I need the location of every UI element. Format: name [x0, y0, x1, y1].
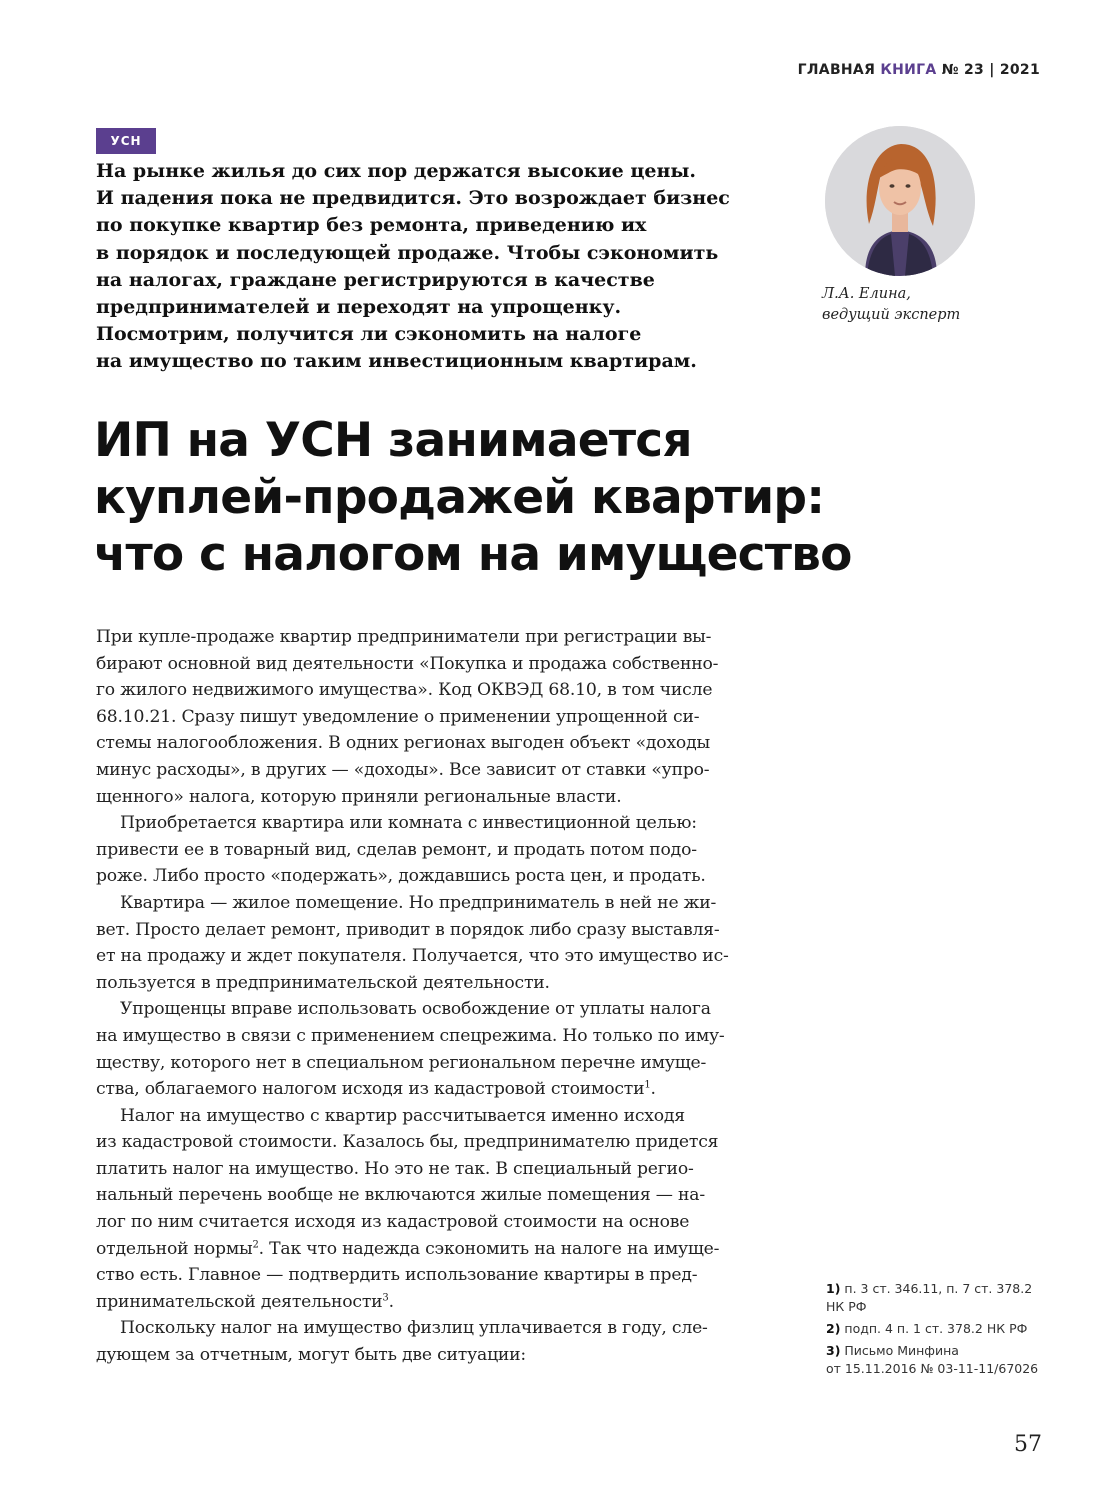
author-photo	[825, 126, 975, 276]
body-line: бирают основной вид деятельности «Покупка и продажа собственно-	[96, 653, 719, 674]
body-paragraph	[96, 996, 776, 1102]
footnote-text: от 15.11.2016 № 03-11-11/67026	[826, 1361, 1039, 1376]
body-paragraph	[96, 1103, 776, 1316]
body-line: из кадастровой стоимости. Казалось бы, предпринимателю придется	[96, 1132, 719, 1153]
body-text: отдельной нормы	[96, 1238, 253, 1259]
body-line: нальный перечень вообще не включаются жилые помещения — на-	[96, 1185, 705, 1206]
lead-line: по покупке квартир без ремонта, приведению их	[96, 214, 647, 237]
body-line: вет. Просто делает ремонт, приводит в порядок либо сразу выставля-	[96, 919, 720, 940]
footnote-text: п. 3 ст. 346.11, п. 7 ст. 378.2	[844, 1281, 1033, 1296]
body-line: лог по ним считается исходя из кадастровой стоимости на основе	[96, 1212, 690, 1233]
body-paragraph	[96, 624, 776, 810]
body-line: ство есть. Главное — подтвердить использование квартиры в пред-	[96, 1265, 698, 1286]
footnote	[826, 1280, 1066, 1316]
body-line: При купле-продаже квартир предприниматели при регистрации вы-	[96, 627, 712, 647]
footnote-number: 1)	[826, 1281, 841, 1296]
lead-paragraph	[96, 158, 796, 376]
body-line: Приобретается квартира или комната с инвестиционной целью:	[120, 813, 697, 834]
rubric-badge: УСН	[96, 128, 156, 154]
body-text: ства, облагаемого налогом исходя из кадастровой стоимости	[96, 1079, 645, 1100]
title-line: что с налогом на имущество	[94, 527, 852, 582]
footnote-text: подп. 4 п. 1 ст. 378.2 НК РФ	[844, 1321, 1028, 1336]
footnote-text: НК РФ	[826, 1299, 867, 1314]
body-line: го жилого недвижимого имущества». Код ОКВЭД 68.10, в том числе	[96, 680, 713, 701]
body-line: ществу, которого нет в специальном региональном перечне имуще-	[96, 1052, 707, 1073]
lead-line: в порядок и последующей продаже. Чтобы сэкономить	[96, 241, 719, 264]
footnote-ref: 3	[382, 1292, 389, 1304]
author-caption	[822, 284, 960, 326]
body-text: . Так что надежда сэкономить на налоге на имуще-	[258, 1238, 720, 1259]
footnote	[826, 1342, 1066, 1378]
body-line: пользуется в предпринимательской деятельности.	[96, 972, 550, 993]
body-line: минус расходы», в других — «доходы». Все зависит от ставки «упро-	[96, 759, 710, 780]
author-name: Л.А. Елина,	[822, 286, 911, 302]
magazine-header	[798, 62, 1040, 78]
lead-line: предпринимателей и переходят на упрощенку.	[96, 296, 622, 319]
article-title	[94, 412, 852, 583]
body-line: ет на продажу и ждет покупателя. Получается, что это имущество ис-	[96, 946, 729, 967]
title-line: куплей-продажей квартир:	[94, 470, 825, 525]
footnote-ref: 1	[644, 1079, 651, 1091]
body-line: дующем за отчетным, могут быть две ситуации:	[96, 1345, 527, 1366]
body-line	[96, 1076, 776, 1103]
lead-line: Посмотрим, получится ли сэкономить на налоге	[96, 323, 642, 346]
body-line: щенного» налога, которую приняли региональные власти.	[96, 786, 622, 807]
lead-line: на налогах, граждане регистрируются в качестве	[96, 268, 655, 291]
body-text: .	[650, 1079, 656, 1100]
footnote	[826, 1320, 1066, 1338]
lead-line: И падения пока не предвидится. Это возрождает бизнес	[96, 187, 730, 210]
body-paragraph	[96, 1315, 776, 1368]
article-body	[96, 624, 776, 1369]
body-line: Налог на имущество с квартир рассчитывается именно исходя	[120, 1105, 685, 1126]
issue-number: № 23 | 2021	[941, 62, 1040, 78]
footnote-ref: 2	[252, 1238, 259, 1250]
footnote-number: 3)	[826, 1343, 841, 1358]
body-paragraph	[96, 890, 776, 996]
lead-line: На рынке жилья до сих пор держатся высокие цены.	[96, 160, 697, 182]
body-text: .	[388, 1291, 394, 1312]
title-line: ИП на УСН занимается	[94, 413, 692, 468]
body-line: привести ее в товарный вид, сделав ремонт, и продать потом подо-	[96, 839, 697, 860]
body-line: на имущество в связи с применением спецрежима. Но только по иму-	[96, 1025, 725, 1046]
body-line: Упрощенцы вправе использовать освобождение от уплаты налога	[120, 999, 711, 1020]
body-line	[96, 1236, 776, 1263]
body-line: платить налог на имущество. Но это не так. В специальный регио-	[96, 1158, 694, 1179]
author-role: ведущий эксперт	[822, 307, 961, 323]
magazine-name-accent: КНИГА	[880, 62, 937, 78]
body-line: стемы налогообложения. В одних регионах выгоден объект «доходы	[96, 733, 710, 754]
lead-line: на имущество по таким инвестиционным квартирам.	[96, 350, 697, 373]
body-line: Квартира — жилое помещение. Но предприниматель в ней не жи-	[120, 892, 717, 913]
page-number: 57	[1014, 1432, 1042, 1457]
body-line: роже. Либо просто «подержать», дождавшись роста цен, и продать.	[96, 866, 706, 887]
body-text: принимательской деятельности	[96, 1291, 383, 1312]
author-portrait-icon	[825, 126, 975, 276]
magazine-name: ГЛАВНАЯ	[797, 62, 876, 78]
body-line: 68.10.21. Сразу пишут уведомление о применении упрощенной си-	[96, 706, 700, 727]
footnotes	[826, 1280, 1066, 1382]
body-paragraph	[96, 810, 776, 890]
body-line	[96, 1289, 776, 1316]
footnote-text: Письмо Минфина	[844, 1343, 959, 1358]
footnote-number: 2)	[826, 1321, 841, 1336]
body-line: Поскольку налог на имущество физлиц уплачивается в году, сле-	[120, 1318, 708, 1339]
